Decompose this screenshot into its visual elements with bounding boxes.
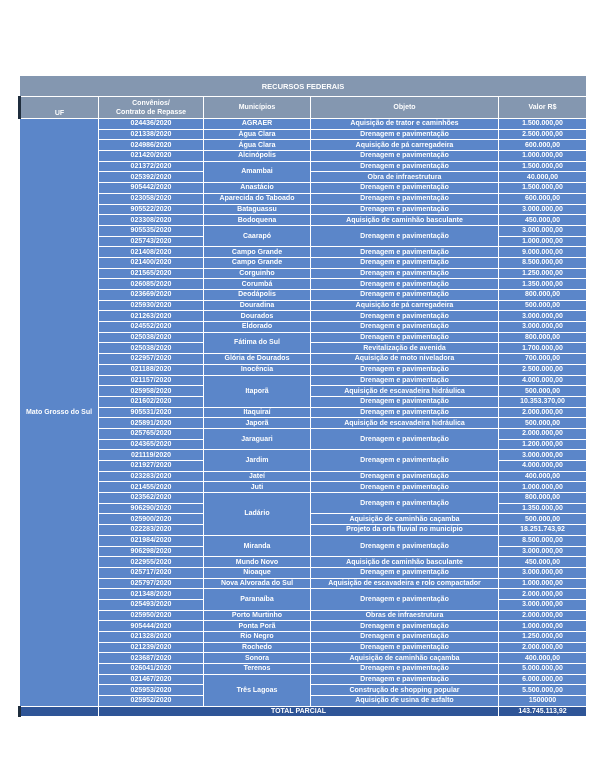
objeto-cell: Drenagem e pavimentação	[311, 268, 499, 279]
valor-cell: 450.000,00	[499, 215, 587, 226]
convenio-cell: 905531/2020	[99, 407, 204, 418]
convenio-cell: 025930/2020	[99, 300, 204, 311]
valor-cell: 40.000,00	[499, 172, 587, 183]
municipio-cell: Nioaque	[204, 567, 311, 578]
valor-cell: 3.000.000,00	[499, 546, 587, 557]
table-row	[20, 621, 587, 632]
valor-cell: 18.251.743,92	[499, 525, 587, 536]
valor-cell: 450.000,00	[499, 557, 587, 568]
valor-cell: 500.000,00	[499, 418, 587, 429]
municipio-cell: Nova Alvorada do Sul	[204, 578, 311, 589]
convenio-cell: 905522/2020	[99, 204, 204, 215]
table-row	[20, 578, 587, 589]
objeto-cell: Aquisição de moto niveladora	[311, 354, 499, 365]
convenio-cell: 021328/2020	[99, 632, 204, 643]
convenio-cell: 023283/2020	[99, 471, 204, 482]
table-row	[20, 567, 587, 578]
municipio-cell: Sonora	[204, 653, 311, 664]
convenio-cell: 021239/2020	[99, 642, 204, 653]
table-title: RECURSOS FEDERAIS	[20, 76, 587, 97]
valor-cell: 2.000.000,00	[499, 589, 587, 600]
municipio-cell: Dourados	[204, 311, 311, 322]
municipio-cell: Ponta Porã	[204, 621, 311, 632]
municipio-cell: Caarapó	[204, 225, 311, 246]
municipio-cell: Jardim	[204, 450, 311, 471]
valor-cell: 400.000,00	[499, 653, 587, 664]
header-convenio: Convênios/ Contrato de Repasse	[99, 97, 204, 119]
municipio-cell: Inocência	[204, 364, 311, 375]
table-row	[20, 364, 587, 375]
convenio-cell: 021400/2020	[99, 257, 204, 268]
convenio-cell: 023308/2020	[99, 215, 204, 226]
valor-cell: 3.000.000,00	[499, 204, 587, 215]
objeto-cell: Drenagem e pavimentação	[311, 567, 499, 578]
table-row	[20, 632, 587, 643]
convenio-cell: 025952/2020	[99, 696, 204, 707]
convenio-cell: 905535/2020	[99, 225, 204, 236]
municipio-cell: Jateí	[204, 471, 311, 482]
table-row	[20, 129, 587, 140]
valor-cell: 800.000,00	[499, 290, 587, 301]
header-uf: UF	[20, 97, 99, 119]
convenio-cell: 021348/2020	[99, 589, 204, 600]
municipio-cell: Jaraguari	[204, 428, 311, 449]
objeto-cell: Drenagem e pavimentação	[311, 161, 499, 172]
valor-cell: 1.000.000,00	[499, 236, 587, 247]
convenio-cell: 025493/2020	[99, 599, 204, 610]
convenio-cell: 021408/2020	[99, 247, 204, 258]
objeto-cell: Drenagem e pavimentação	[311, 257, 499, 268]
valor-cell: 4.000.000,00	[499, 461, 587, 472]
convenio-cell: 021263/2020	[99, 311, 204, 322]
table-row	[20, 493, 587, 504]
total-label: TOTAL PARCIAL	[99, 706, 499, 716]
convenio-cell: 025950/2020	[99, 610, 204, 621]
table-row	[20, 354, 587, 365]
objeto-cell: Drenagem e pavimentação	[311, 151, 499, 162]
municipio-cell: Deodápolis	[204, 290, 311, 301]
municipio-cell: Rio Negro	[204, 632, 311, 643]
table-row	[20, 300, 587, 311]
table-row	[20, 215, 587, 226]
valor-cell: 5.500.000,00	[499, 685, 587, 696]
convenio-cell: 021157/2020	[99, 375, 204, 386]
municipio-cell: Campo Grande	[204, 257, 311, 268]
convenio-cell: 025038/2020	[99, 343, 204, 354]
municipio-cell: Anastácio	[204, 183, 311, 194]
valor-cell: 1.500.000,00	[499, 183, 587, 194]
table-row	[20, 535, 587, 546]
table-row	[20, 610, 587, 621]
objeto-cell: Drenagem e pavimentação	[311, 471, 499, 482]
objeto-cell: Drenagem e pavimentação	[311, 129, 499, 140]
header-valor: Valor R$	[499, 97, 587, 119]
convenio-cell: 021927/2020	[99, 461, 204, 472]
municipio-cell: Aparecida do Taboado	[204, 193, 311, 204]
municipio-cell: Bodoquena	[204, 215, 311, 226]
objeto-cell: Aquisição de pá carregadeira	[311, 140, 499, 151]
valor-cell: 2.000.000,00	[499, 610, 587, 621]
valor-cell: 1.500.000,00	[499, 161, 587, 172]
objeto-cell: Drenagem e pavimentação	[311, 247, 499, 258]
total-value: 143.745.113,92	[499, 706, 587, 716]
objeto-cell: Drenagem e pavimentação	[311, 322, 499, 333]
objeto-cell: Drenagem e pavimentação	[311, 225, 499, 246]
valor-cell: 1500000	[499, 696, 587, 707]
table-row	[20, 279, 587, 290]
objeto-cell: Aquisição de caminhão basculante	[311, 215, 499, 226]
convenio-cell: 906298/2020	[99, 546, 204, 557]
table-row	[20, 450, 587, 461]
table-row	[20, 151, 587, 162]
valor-cell: 700.000,00	[499, 354, 587, 365]
table-row	[20, 322, 587, 333]
valor-cell: 1.250.000,00	[499, 632, 587, 643]
table-row	[20, 119, 587, 130]
convenio-cell: 025891/2020	[99, 418, 204, 429]
valor-cell: 2.000.000,00	[499, 428, 587, 439]
valor-cell: 500.000,00	[499, 514, 587, 525]
valor-cell: 1.350.000,00	[499, 279, 587, 290]
convenio-cell: 024365/2020	[99, 439, 204, 450]
convenio-cell: 021372/2020	[99, 161, 204, 172]
valor-cell: 2.500.000,00	[499, 129, 587, 140]
convenio-cell: 023669/2020	[99, 290, 204, 301]
objeto-cell: Construção de shopping popular	[311, 685, 499, 696]
valor-cell: 3.000.000,00	[499, 225, 587, 236]
convenio-cell: 021188/2020	[99, 364, 204, 375]
objeto-cell: Drenagem e pavimentação	[311, 290, 499, 301]
objeto-cell: Aquisição de usina de asfalto	[311, 696, 499, 707]
objeto-cell: Drenagem e pavimentação	[311, 632, 499, 643]
table-row	[20, 407, 587, 418]
municipio-cell: Bataguassu	[204, 204, 311, 215]
municipio-cell: Mundo Novo	[204, 557, 311, 568]
total-row	[20, 706, 587, 716]
table-row	[20, 290, 587, 301]
convenio-cell: 025392/2020	[99, 172, 204, 183]
objeto-cell: Projeto da orla fluvial no município	[311, 525, 499, 536]
valor-cell: 1.000.000,00	[499, 578, 587, 589]
table-row	[20, 257, 587, 268]
valor-cell: 1.350.000,00	[499, 503, 587, 514]
valor-cell: 800.000,00	[499, 493, 587, 504]
objeto-cell: Drenagem e pavimentação	[311, 535, 499, 556]
municipio-cell: Japorã	[204, 418, 311, 429]
convenio-cell: 021420/2020	[99, 151, 204, 162]
municipio-cell: Juti	[204, 482, 311, 493]
objeto-cell: Aquisição de escavadeira hidráulica	[311, 418, 499, 429]
valor-cell: 1.000.000,00	[499, 482, 587, 493]
convenio-cell: 025743/2020	[99, 236, 204, 247]
municipio-cell: AGRAER	[204, 119, 311, 130]
municipio-cell: Ladário	[204, 493, 311, 536]
header-objeto: Objeto	[311, 97, 499, 119]
municipio-cell: Água Clara	[204, 140, 311, 151]
valor-cell: 500.000,00	[499, 386, 587, 397]
objeto-cell: Drenagem e pavimentação	[311, 621, 499, 632]
objeto-cell: Drenagem e pavimentação	[311, 364, 499, 375]
valor-cell: 600.000,00	[499, 140, 587, 151]
valor-cell: 1.200.000,00	[499, 439, 587, 450]
objeto-cell: Aquisição de caminhão basculante	[311, 557, 499, 568]
objeto-cell: Revitalização de avenida	[311, 343, 499, 354]
municipio-cell: Douradina	[204, 300, 311, 311]
municipio-cell: Eldorado	[204, 322, 311, 333]
municipio-cell: Água Clara	[204, 129, 311, 140]
table-row	[20, 653, 587, 664]
valor-cell: 3.000.000,00	[499, 567, 587, 578]
convenio-cell: 021984/2020	[99, 535, 204, 546]
table-row	[20, 482, 587, 493]
convenio-cell: 025038/2020	[99, 332, 204, 343]
municipio-cell: Itaporã	[204, 375, 311, 407]
convenio-cell: 905442/2020	[99, 183, 204, 194]
objeto-cell: Drenagem e pavimentação	[311, 407, 499, 418]
convenio-cell: 024552/2020	[99, 322, 204, 333]
objeto-cell: Obra de infraestrutura	[311, 172, 499, 183]
table-row	[20, 161, 587, 172]
municipio-cell: Rochedo	[204, 642, 311, 653]
header-municipio: Municípios	[204, 97, 311, 119]
convenio-cell: 905444/2020	[99, 621, 204, 632]
convenio-cell: 021602/2020	[99, 396, 204, 407]
municipio-cell: Glória de Dourados	[204, 354, 311, 365]
convenio-cell: 023058/2020	[99, 193, 204, 204]
table-row	[20, 642, 587, 653]
valor-cell: 6.000.000,00	[499, 674, 587, 685]
convenio-cell: 021455/2020	[99, 482, 204, 493]
objeto-cell: Drenagem e pavimentação	[311, 396, 499, 407]
convenio-cell: 025765/2020	[99, 428, 204, 439]
convenio-cell: 021119/2020	[99, 450, 204, 461]
objeto-cell: Drenagem e pavimentação	[311, 311, 499, 322]
objeto-cell: Aquisição de caminhão caçamba	[311, 514, 499, 525]
table-row	[20, 193, 587, 204]
municipio-cell: Terenos	[204, 664, 311, 675]
recursos-federais-table	[18, 75, 587, 717]
table-row	[20, 183, 587, 194]
convenio-cell: 021338/2020	[99, 129, 204, 140]
municipio-cell: Porto Murtinho	[204, 610, 311, 621]
municipio-cell: Amambai	[204, 161, 311, 182]
valor-cell: 2.000.000,00	[499, 407, 587, 418]
municipio-cell: Alcinópolis	[204, 151, 311, 162]
convenio-cell: 026041/2020	[99, 664, 204, 675]
objeto-cell: Drenagem e pavimentação	[311, 183, 499, 194]
objeto-cell: Drenagem e pavimentação	[311, 375, 499, 386]
valor-cell: 8.500.000,00	[499, 257, 587, 268]
objeto-cell: Drenagem e pavimentação	[311, 279, 499, 290]
table-row	[20, 204, 587, 215]
convenio-cell: 025797/2020	[99, 578, 204, 589]
municipio-cell: Três Lagoas	[204, 674, 311, 706]
table-row	[20, 311, 587, 322]
table-row	[20, 332, 587, 343]
municipio-cell: Miranda	[204, 535, 311, 556]
valor-cell: 500.000,00	[499, 300, 587, 311]
valor-cell: 9.000.000,00	[499, 247, 587, 258]
valor-cell: 1.700.000,00	[499, 343, 587, 354]
convenio-cell: 022957/2020	[99, 354, 204, 365]
objeto-cell: Drenagem e pavimentação	[311, 428, 499, 449]
municipio-cell: Itaquiraí	[204, 407, 311, 418]
table-row	[20, 268, 587, 279]
objeto-cell: Drenagem e pavimentação	[311, 450, 499, 471]
municipio-cell: Corumbá	[204, 279, 311, 290]
table-row	[20, 418, 587, 429]
valor-cell: 1.000.000,00	[499, 621, 587, 632]
municipio-cell: Paranaíba	[204, 589, 311, 610]
objeto-cell: Drenagem e pavimentação	[311, 642, 499, 653]
convenio-cell: 025958/2020	[99, 386, 204, 397]
table-row	[20, 428, 587, 439]
convenio-cell: 023562/2020	[99, 493, 204, 504]
convenio-cell: 022955/2020	[99, 557, 204, 568]
convenio-cell: 023687/2020	[99, 653, 204, 664]
objeto-cell: Obras de infraestrutura	[311, 610, 499, 621]
valor-cell: 600.000,00	[499, 193, 587, 204]
municipio-cell: Fátima do Sul	[204, 332, 311, 353]
convenio-cell: 022283/2020	[99, 525, 204, 536]
valor-cell: 3.000.000,00	[499, 450, 587, 461]
table-row	[20, 664, 587, 675]
table-row	[20, 247, 587, 258]
convenio-cell: 025900/2020	[99, 514, 204, 525]
municipio-cell: Corguinho	[204, 268, 311, 279]
objeto-cell: Drenagem e pavimentação	[311, 204, 499, 215]
objeto-cell: Drenagem e pavimentação	[311, 493, 499, 514]
convenio-cell: 024436/2020	[99, 119, 204, 130]
convenio-cell: 021565/2020	[99, 268, 204, 279]
table-row	[20, 589, 587, 600]
objeto-cell: Aquisição de escavadeira hidráulica	[311, 386, 499, 397]
valor-cell: 400.000,00	[499, 471, 587, 482]
convenio-cell: 025717/2020	[99, 567, 204, 578]
valor-cell: 1.250.000,00	[499, 268, 587, 279]
objeto-cell: Drenagem e pavimentação	[311, 193, 499, 204]
table-row	[20, 471, 587, 482]
table-row	[20, 674, 587, 685]
municipio-cell: Campo Grande	[204, 247, 311, 258]
convenio-cell: 025953/2020	[99, 685, 204, 696]
table-row	[20, 557, 587, 568]
valor-cell: 8.500.000,00	[499, 535, 587, 546]
valor-cell: 5.000.000,00	[499, 664, 587, 675]
convenio-cell: 026085/2020	[99, 279, 204, 290]
objeto-cell: Drenagem e pavimentação	[311, 664, 499, 675]
valor-cell: 2.000.000,00	[499, 642, 587, 653]
valor-cell: 3.000.000,00	[499, 599, 587, 610]
objeto-cell: Aquisição de caminhão caçamba	[311, 653, 499, 664]
valor-cell: 1.500.000,00	[499, 119, 587, 130]
valor-cell: 800.000,00	[499, 332, 587, 343]
valor-cell: 2.500.000,00	[499, 364, 587, 375]
convenio-cell: 021467/2020	[99, 674, 204, 685]
convenio-cell: 906290/2020	[99, 503, 204, 514]
objeto-cell: Drenagem e pavimentação	[311, 332, 499, 343]
valor-cell: 4.000.000,00	[499, 375, 587, 386]
objeto-cell: Aquisição de escavadeira e rolo compactador	[311, 578, 499, 589]
uf-cell: Mato Grosso do Sul	[20, 119, 99, 707]
valor-cell: 10.353.370,00	[499, 396, 587, 407]
valor-cell: 3.000.000,00	[499, 322, 587, 333]
table-row	[20, 375, 587, 386]
valor-cell: 1.000.000,00	[499, 151, 587, 162]
table-row	[20, 225, 587, 236]
table-row	[20, 140, 587, 151]
objeto-cell: Drenagem e pavimentação	[311, 589, 499, 610]
valor-cell: 3.000.000,00	[499, 311, 587, 322]
objeto-cell: Aquisição de trator e caminhões	[311, 119, 499, 130]
objeto-cell: Drenagem e pavimentação	[311, 482, 499, 493]
convenio-cell: 024986/2020	[99, 140, 204, 151]
objeto-cell: Drenagem e pavimentação	[311, 674, 499, 685]
objeto-cell: Aquisição de pá carregadeira	[311, 300, 499, 311]
